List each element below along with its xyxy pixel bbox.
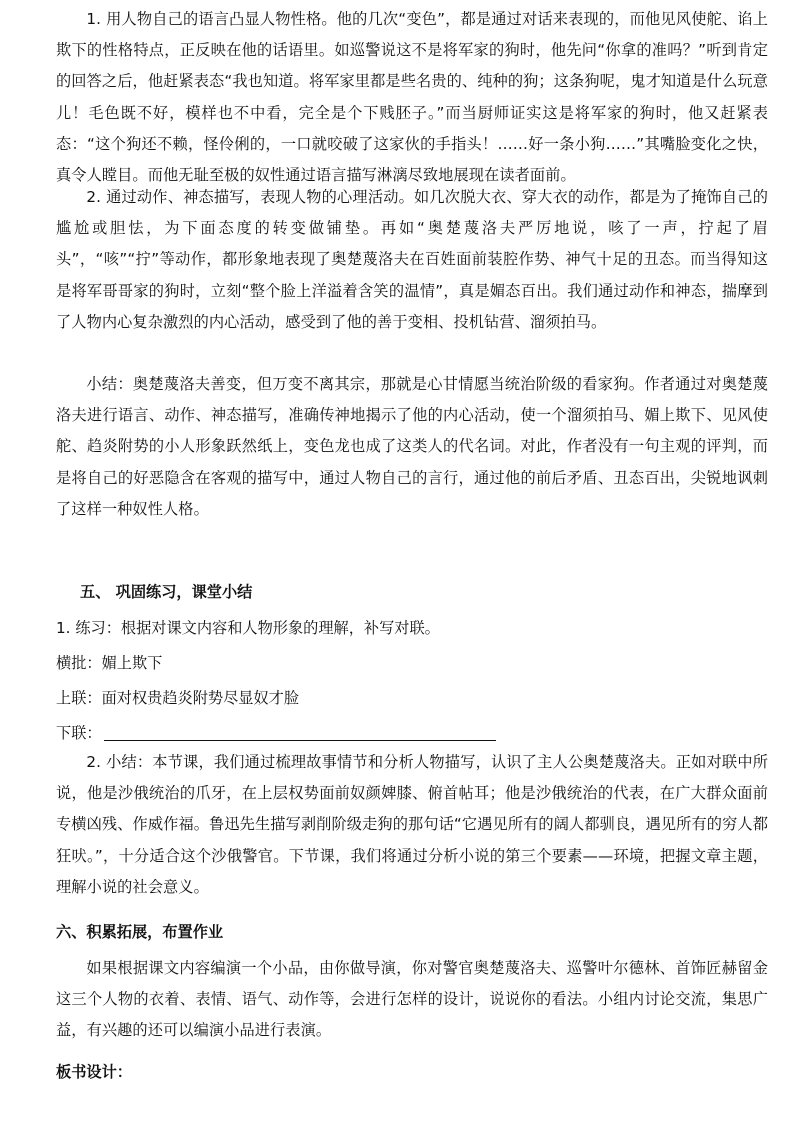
couplet-lower-blank	[104, 722, 496, 741]
paragraph-lesson-summary: 2. 小结：本节课，我们通过梳理故事情节和分析人物描写，认识了主人公奥楚蔑洛夫。正如对联中所说，他是沙俄统治的爪牙，在上层权势面前奴颜婢膝、俯首帖耳；他是沙俄统治的代表，在广大群众面前专横凶残、作威作福。鲁迅先生描写剥削阶级走狗的那句话“它遇见所有的阔人都驯良，遇见所有的穷人都狂吠。”，十分适合这个沙俄警官。下节课，我们将通过分析小说的第三个要素——环境，把握文章主题，理解小说的社会意义。	[56, 753, 768, 896]
paragraph-homework: 如果根据课文内容编演一个小品，由你做导演，你对警官奥楚蔑洛夫、巡警叶尔德林、首饰匠赫留金这三个人物的衣着、表情、语气、动作等，会进行怎样的设计，说说你的看法。小组内讨论交流，集思广益，有兴趣的还可以编演小品进行表演。	[56, 959, 768, 1040]
paragraph-summary: 小结：奥楚蔑洛夫善变，但万变不离其宗，那就是心甘情愿当统治阶级的看家狗。作者通过对奥楚蔑洛夫进行语言、动作、神态描写，准确传神地揭示了他的内心活动，使一个溜须拍马、媚上欺下、见风使舵、趋炎附势的小人形象跃然纸上，变色龙也成了这类人的代名词。对此，作者没有一句主观的评判，而是将自己的好恶隐含在客观的描写中，通过人物自己的言行，通过他的前后矛盾、丑态百出，尖锐地讽刺了这样一种奴性人格。	[56, 375, 768, 518]
couplet-horizontal: 横批：媚上欺下	[56, 654, 163, 672]
couplet-lower-row	[56, 718, 496, 749]
couplet-upper: 上联：面对权贵趋炎附势尽显奴才脸	[56, 689, 299, 707]
section-heading-five: 五、 巩固练习，课堂小结	[80, 583, 253, 601]
couplet-lower-label: 下联：	[56, 724, 102, 742]
paragraph-language-description: 1. 用人物自己的语言凸显人物性格。他的几次“变色”，都是通过对话来表现的，而他见风使舵、谄上欺下的性格特点，正反映在他的话语里。如巡警说这不是将军家的狗时，他先问“你拿的准吗？”听到肯定的回答之后，他赶紧表态“我也知道。将军家里都是些名贵的、纯种的狗；这条狗呢，鬼才知道是什么玩意儿！毛色既不好，模样也不中看，完全是个下贱胚子。”而当厨师证实这是将军家的狗时，他又赶紧表态：“这个狗还不赖，怪伶俐的，一口就咬破了这家伙的手指头！……好一条小狗……”其嘴脸变化之快，真令人瞠目。而他无耻至极的奴性通过语言描写淋漓尽致地展现在读者面前。	[56, 10, 768, 185]
board-design-label: 板书设计：	[56, 1063, 132, 1081]
exercise-instruction: 1. 练习：根据对课文内容和人物形象的理解，补写对联。	[56, 619, 440, 637]
section-heading-six: 六、积累拓展，布置作业	[56, 923, 224, 941]
paragraph-action-description: 2. 通过动作、神态描写，表现人物的心理活动。如几次脱大衣、穿大衣的动作，都是为了掩饰自己的尴尬或胆怯，为下面态度的转变做铺垫。再如“奥楚蔑洛夫严厉地说，咳了一声，拧起了眉头”，“咳”“拧”等动作，都形象地表现了奥楚蔑洛夫在百姓面前装腔作势、神气十足的丑态。而当得知这是将军哥哥家的狗时，立刻“整个脸上洋溢着含笑的温情”，真是媚态百出。我们通过动作和神态，揣摩到了人物内心复杂激烈的内心活动，感受到了他的善于变相、投机钻营、溜须拍马。	[56, 188, 768, 331]
